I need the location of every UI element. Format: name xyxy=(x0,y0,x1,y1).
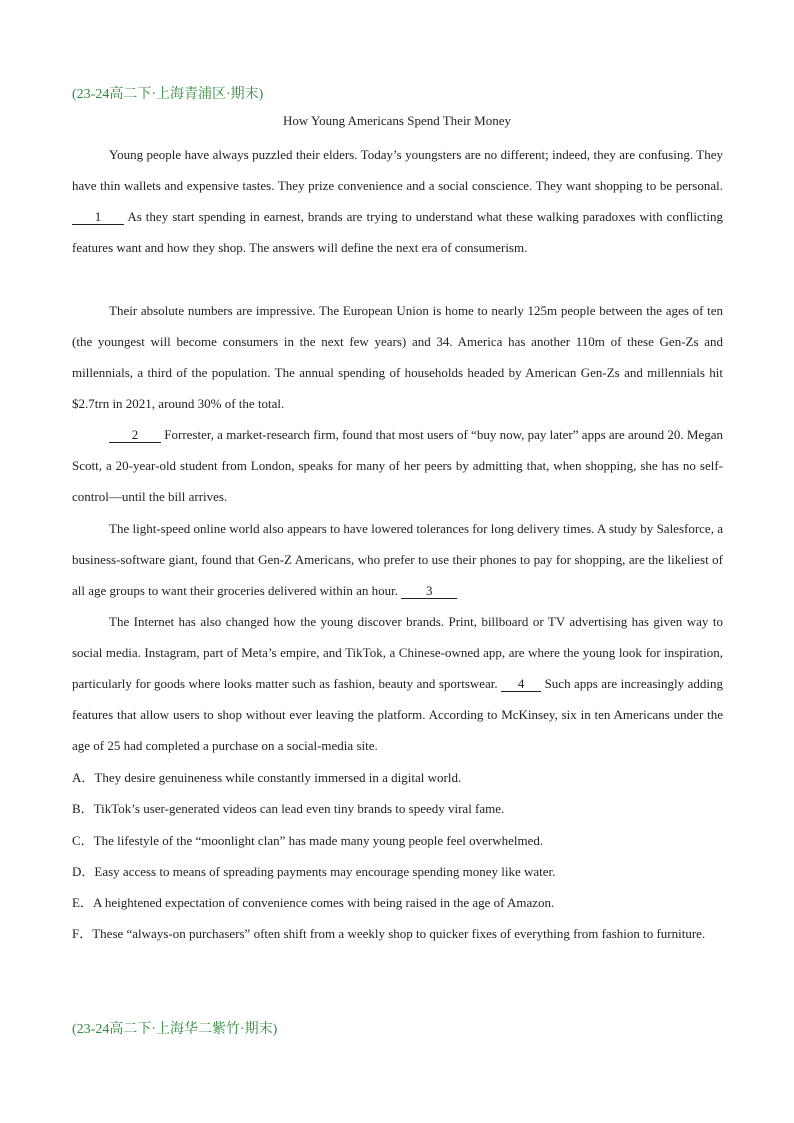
paragraph-4-text-before: The light-speed online world also appears to have lowered tolerances for long delivery times. A study by Salesforce, a business-software giant, found that Gen-Z Americans, who prefer to use their phones to pay for shopping, are the likeliest of all age groups to want their groceries delivered within an hour. xyxy=(72,521,723,598)
blank-1: 1 xyxy=(72,209,124,225)
paragraph-3-text-after: Forrester, a market-research firm, found that most users of “buy now, pay later” apps are around 20. Megan Scott, a 20-year-old student from London, speaks for many of her peers by admitting that, when shopping, she has no self-control—until the bill arrives. xyxy=(72,427,723,504)
paragraph-4 xyxy=(72,513,723,606)
paragraph-5-text-after: Such apps are increasingly adding features that allow users to shop without ever leaving the platform. According to McKinsey, six in ten Americans under the age of 25 had completed a purchase on a social-media site. xyxy=(72,676,723,753)
blank-2: 2 xyxy=(109,427,161,443)
option-b: B．TikTok’s user-generated videos can lead even tiny brands to speedy viral fame. xyxy=(72,801,505,817)
paragraph-1-text-after: As they start spending in earnest, brands are trying to understand what these walking paradoxes with conflicting features want and how they shop. The answers will define the next era of consumerism. xyxy=(72,209,723,255)
option-d: D．Easy access to means of spreading payments may encourage spending money like water. xyxy=(72,863,556,879)
paragraph-2: Their absolute numbers are impressive. The European Union is home to nearly 125m people between the ages of ten (the youngest will become consumers in the next few years) and 34. America has another 110m of these Gen-Zs and millennials, a third of the population. The annual spending of households headed by American Gen-Zs and millennials hit $2.7trn in 2021, around 30% of the total. xyxy=(72,303,723,411)
blank-4: 4 xyxy=(501,676,541,692)
option-a: A．They desire genuineness while constantly immersed in a digital world. xyxy=(72,770,462,785)
passage-title: How Young Americans Spend Their Money xyxy=(283,113,511,128)
next-question-source-label: (23-24高二下·上海华二紫竹·期末) xyxy=(72,1022,278,1037)
option-f: F．These “always-on purchasers” often shift from a weekly shop to quicker fixes of everything from fashion to furniture. xyxy=(72,926,706,942)
answer-options-list xyxy=(72,762,723,950)
paragraph-1 xyxy=(72,139,723,263)
blank-3: 3 xyxy=(401,583,457,599)
question-source-label: (23-24高二下·上海青浦区·期末) xyxy=(72,87,264,102)
paragraph-5-text-before: The Internet has also changed how the young discover brands. Print, billboard or TV advertising has given way to social media. Instagram, part of Meta’s empire, and TikTok, a Chinese-owned app, are where the young look for inspiration, particularly for goods where looks matter such as fashion, beauty and sportswear. xyxy=(72,614,723,691)
option-e: E．A heightened expectation of convenience comes with being raised in the age of Amazon. xyxy=(72,895,555,911)
paragraph-5 xyxy=(72,606,723,761)
option-c: C．The lifestyle of the “moonlight clan” has made many young people feel overwhelmed. xyxy=(72,832,544,848)
paragraph-1-text-before: Young people have always puzzled their elders. Today’s youngsters are no different; indeed, they are confusing. They have thin wallets and expensive tastes. They prize convenience and a social conscience. They want shopping to be personal. xyxy=(72,147,723,193)
paragraph-3 xyxy=(72,419,723,512)
